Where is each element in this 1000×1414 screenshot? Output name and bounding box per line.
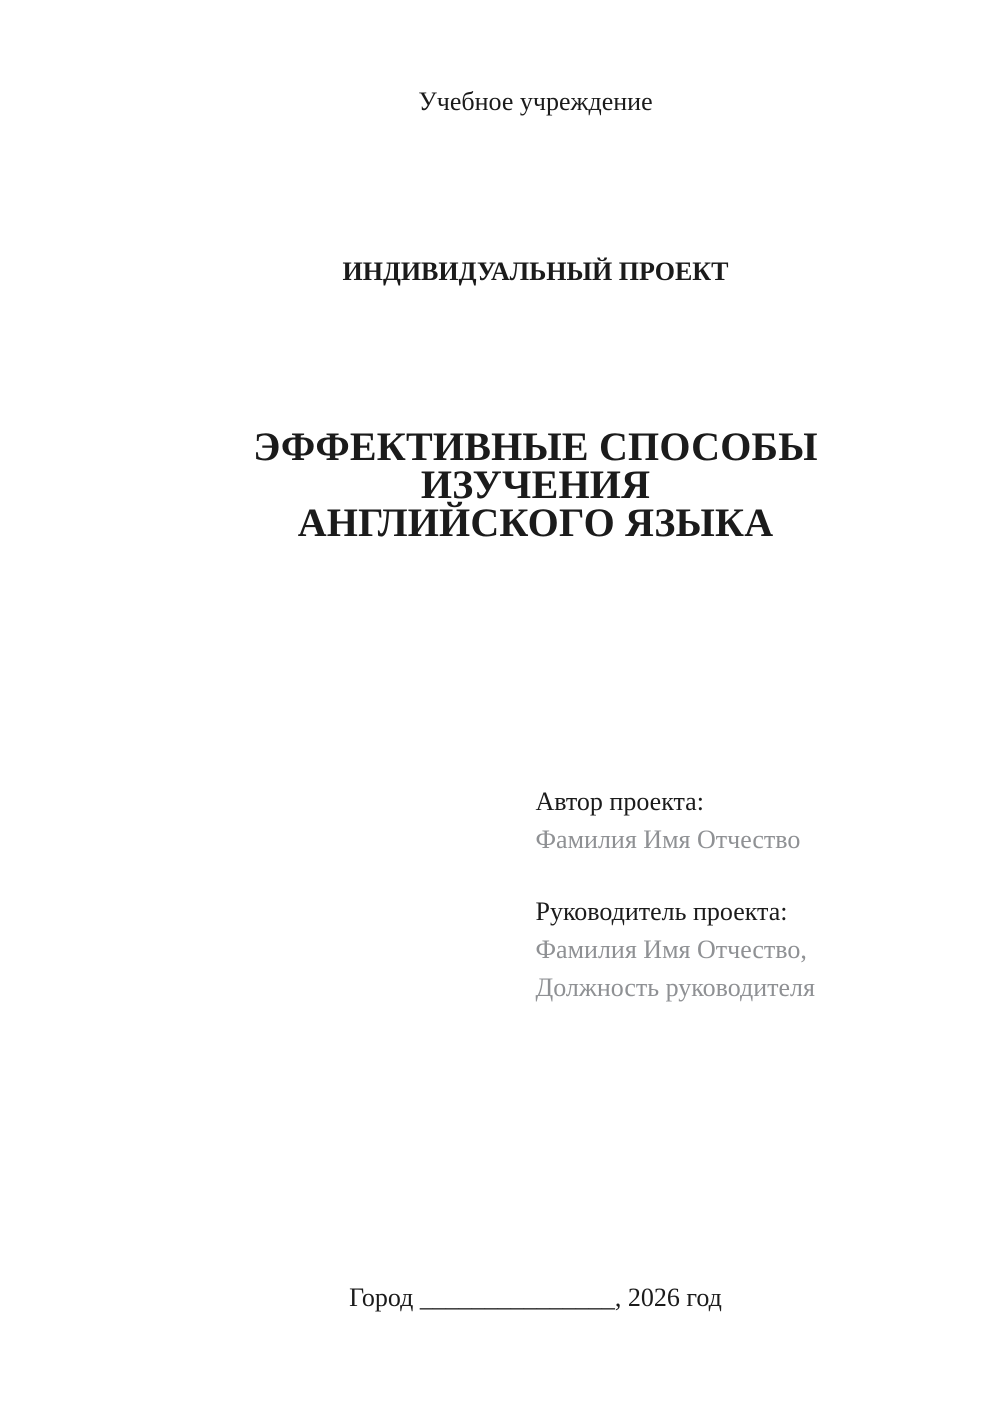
- author-name-placeholder: Фамилия Имя Отчество: [535, 825, 801, 854]
- project-title: [142, 424, 929, 545]
- supervisor-name-placeholder: Фамилия Имя Отчество,: [535, 935, 807, 964]
- page-content-area: [142, 0, 929, 1414]
- project-title-line2: АНГЛИЙСКОГО ЯЗЫКА: [297, 500, 774, 545]
- supervisor-label: Руководитель проекта:: [535, 897, 788, 926]
- project-title-line1: ЭФФЕКТИВНЫЕ СПОСОБЫ ИЗУЧЕНИЯ: [253, 424, 818, 507]
- credits-block: [536, 783, 815, 1007]
- supervisor-position-placeholder: Должность руководителя: [535, 973, 815, 1002]
- institution-name: Учебное учреждение: [418, 87, 653, 116]
- project-type-heading: ИНДИВИДУАЛЬНЫЙ ПРОЕКТ: [342, 257, 729, 286]
- city-year-footer: Город _______________, 2026 год: [349, 1283, 722, 1312]
- author-label: Автор проекта:: [535, 787, 704, 816]
